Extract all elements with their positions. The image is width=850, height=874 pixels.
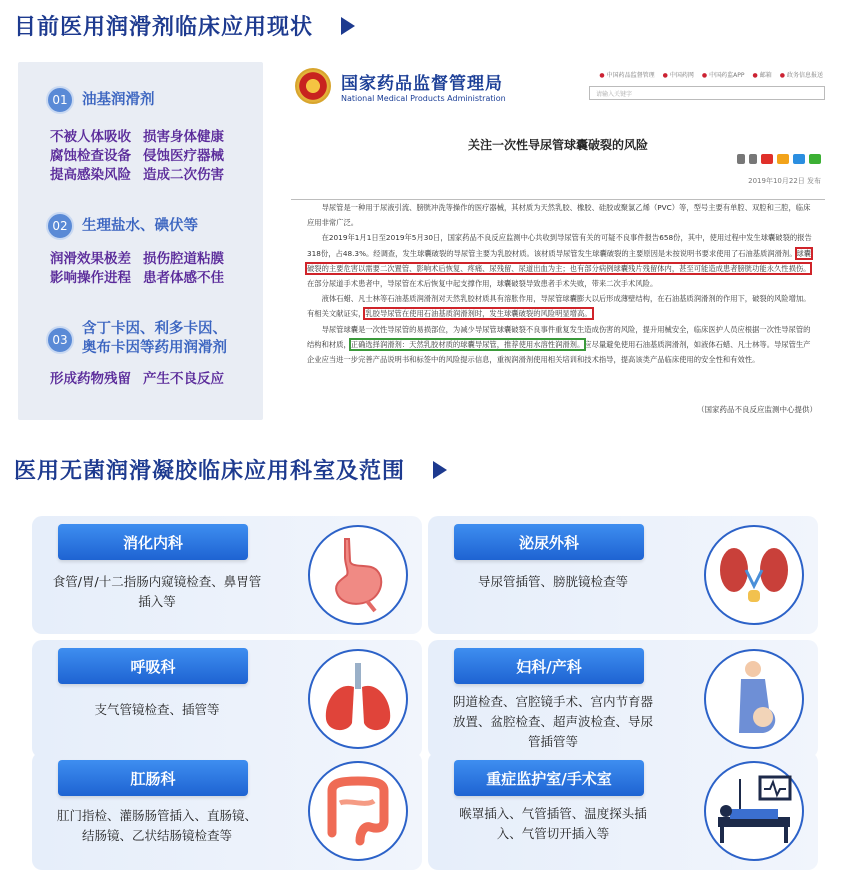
triangle-arrow-icon xyxy=(341,17,355,35)
top-link[interactable]: ● 中国药品监督管理 xyxy=(599,70,654,79)
nmpa-notice-document xyxy=(277,60,839,430)
dept-card-respiratory xyxy=(32,640,422,758)
kidney-icon xyxy=(704,525,804,625)
top-link[interactable]: ● 邮箱 xyxy=(752,70,771,79)
dept-card-urology xyxy=(428,516,818,634)
dept-card-gastroenterology xyxy=(32,516,422,634)
dept-description: 肛门指检、灌肠肠管插入、直肠镜、结肠镜、乙状结肠镜检查等 xyxy=(56,808,257,843)
category-2 xyxy=(46,212,198,240)
top-link[interactable]: ● 政务信息报送 xyxy=(780,70,823,79)
paragraph-4 xyxy=(307,322,817,368)
drawback: 形成药物残留 xyxy=(50,371,131,387)
category-label xyxy=(82,320,227,358)
pregnancy-icon xyxy=(704,649,804,749)
text-segment: 导尿管球囊是一次性导尿管的易损部位，为减少导尿管球囊破裂不良事件重复发生造成伤害的风险，提升用械安全，临床医护人员应根据一次性导尿管的结构和材质， xyxy=(307,324,811,349)
paragraph-1: 导尿管是一种用于尿液引流、膀胱冲洗等操作的医疗器械，其材质为天然乳胶、橡胶、硅胶或聚氯乙烯（PVC）等，型号主要有单腔、双腔和三腔，临床应用非常广泛。 xyxy=(307,203,811,228)
lungs-icon xyxy=(308,649,408,749)
dept-description: 食管/胃/十二指肠内窥镜检查、鼻胃管插入等 xyxy=(52,574,262,609)
category-1 xyxy=(46,86,155,114)
drawback: 腐蚀检查设备 xyxy=(50,148,131,164)
drawback: 产生不良反应 xyxy=(143,371,224,387)
dept-description: 阴道检查、宫腔镜手术、宫内节育器放置、盆腔检查、超声波检查、导尿管插管等 xyxy=(452,694,653,749)
wechat-icon[interactable] xyxy=(809,154,821,164)
document-title: 关注一次性导尿管球囊破裂的风险 xyxy=(467,138,648,152)
drawback: 侵蚀医疗器械 xyxy=(143,148,224,164)
number-badge: 01 xyxy=(46,86,74,114)
paragraph-3 xyxy=(307,291,817,321)
dept-card-icu-or xyxy=(428,752,818,870)
document-source: （国家药品不良反应监测中心提供） xyxy=(697,405,817,414)
drawback: 影响操作进程 xyxy=(50,270,131,286)
dept-name: 妇科/产科 xyxy=(454,648,644,684)
top-links xyxy=(599,70,823,79)
text-segment: 在部分尿道手术患者中，导尿管在术后恢复中起支撑作用，球囊破裂导致患者手术失败，带来二次手术风险。 xyxy=(307,279,658,289)
green-highlight: 正确选择润滑剂：天然乳胶材质的球囊导尿管，推荐使用水溶性润滑剂。 xyxy=(350,339,585,349)
category-label-line: 含丁卡因、利多卡因、 xyxy=(82,321,227,337)
category-1-drawbacks xyxy=(50,128,224,185)
print-icon[interactable] xyxy=(749,154,757,164)
section-title-text: 目前医用润滑剂临床应用现状 xyxy=(14,15,314,40)
intestine-icon xyxy=(308,761,408,861)
section-title-departments xyxy=(14,454,447,485)
drawback: 造成二次伤害 xyxy=(143,167,224,183)
text-segment: 应尽量避免使用石油基质润滑剂，如液体石蜡、凡士林等。导尿管生产企业应当进一步完善产品说明书和标签中的风险提示信息，重视润滑剂使用相关培训和技术指导，提高该类产品临床使用的安全性和有效性。 xyxy=(307,339,811,365)
dept-card-gynecology xyxy=(428,640,818,758)
drawback: 提高感染风险 xyxy=(50,167,131,183)
category-3-drawbacks xyxy=(50,370,224,389)
top-link[interactable]: ● 中国药监APP xyxy=(702,70,745,79)
tencent-icon[interactable] xyxy=(793,154,805,164)
publish-date: 2019年10月22日 发布 xyxy=(748,177,821,185)
download-icon[interactable] xyxy=(737,154,745,164)
agency-name-cn: 国家药品监督管理局 xyxy=(341,74,503,94)
dept-description: 喉罩插入、气管插管、温度探头插入、气管切开插入等 xyxy=(459,806,647,841)
share-toolbar xyxy=(737,154,821,164)
category-3 xyxy=(46,320,227,358)
qzone-icon[interactable] xyxy=(777,154,789,164)
number-badge: 03 xyxy=(46,326,74,354)
stomach-icon xyxy=(308,525,408,625)
drawback: 损伤腔道粘膜 xyxy=(143,251,224,267)
drawback: 不被人体吸收 xyxy=(50,129,131,145)
weibo-icon[interactable] xyxy=(761,154,773,164)
drawback: 损害身体健康 xyxy=(143,129,224,145)
dept-description: 支气管镜检查、插管等 xyxy=(94,702,220,717)
text-segment: 在2019年1月1日至2019年5月30日，国家药品不良反应监测中心共收到导尿管有关的可疑不良事件报告658份，其中，使用过程中发生球囊破裂的报告318份，占48.3%。经调查，发生球囊破裂的导尿管主要为乳胶材质。该材质导尿管发生球囊破裂的主要原因是未按说明书要求使用了石油基质润滑剂。 xyxy=(307,233,812,258)
drawback: 润滑效果极差 xyxy=(50,251,131,267)
category-label: 生理盐水、碘伏等 xyxy=(82,217,198,234)
drawback: 患者体感不佳 xyxy=(143,270,224,286)
red-highlight: 乳胶导尿管在使用石油基质润滑剂时，发生球囊破裂的风险明显增高。 xyxy=(365,309,592,319)
text-segment: 液体石蜡、凡士林等石油基质润滑剂对天然乳胶材质具有溶胀作用，导尿管球囊膨大以后形成薄壁结构，在石油基质润滑剂的作用下，破裂的风险增加。有相关文献证实， xyxy=(307,294,811,319)
section-title-text: 医用无菌润滑凝胶临床应用科室及范围 xyxy=(14,459,406,484)
document-body xyxy=(307,200,817,367)
paragraph-2 xyxy=(307,230,817,291)
dept-card-anorectal xyxy=(32,752,422,870)
dept-name: 肛肠科 xyxy=(58,760,248,796)
dept-name: 泌尿外科 xyxy=(454,524,644,560)
category-2-drawbacks xyxy=(50,250,224,288)
national-emblem-icon xyxy=(295,68,331,104)
red-highlight: 球囊破裂的主要危害以需要二次置管、影响术后恢复、疼痛、尿残留、尿道出血为主；也有部分病例球囊残片残留体内，甚至可能造成患者膀胱功能永久性损伤。 xyxy=(307,248,812,273)
agency-name-en: National Medical Products Administration xyxy=(341,94,506,103)
section-title-current-status xyxy=(14,10,355,41)
dept-name: 消化内科 xyxy=(58,524,248,560)
search-input[interactable]: 请输入关键字 xyxy=(589,86,825,100)
category-label-line: 奥布卡因等药用润滑剂 xyxy=(82,340,227,356)
category-label: 油基润滑剂 xyxy=(82,91,155,108)
dept-name: 重症监护室/手术室 xyxy=(454,760,644,796)
agency-name xyxy=(341,69,506,103)
dept-description: 导尿管插管、膀胱镜检查等 xyxy=(477,574,628,589)
lubricant-types-panel xyxy=(18,62,263,420)
top-link[interactable]: ● 中国药网 xyxy=(663,70,694,79)
number-badge: 02 xyxy=(46,212,74,240)
dept-name: 呼吸科 xyxy=(58,648,248,684)
icu-bed-icon xyxy=(704,761,804,861)
triangle-arrow-icon xyxy=(433,461,447,479)
